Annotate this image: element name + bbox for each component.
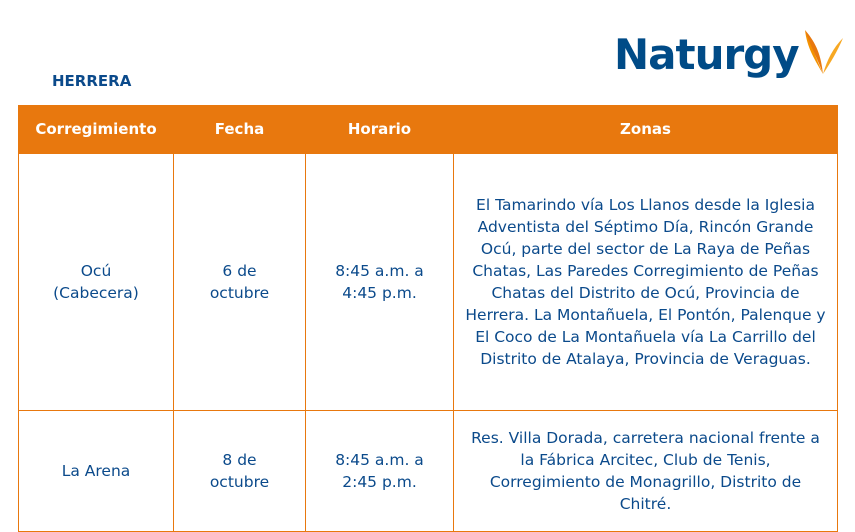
cell-corregimiento: La Arena (19, 411, 174, 532)
schedule-table (18, 105, 838, 532)
cell-zonas: El Tamarindo vía Los Llanos desde la Iglesia Adventista del Séptimo Día, Rincón Grande Ocú, parte del sector de La Raya de Peñas Chatas, Las Paredes Corregimiento de Peñas Chatas del Distrito de Ocú, Provincia de Herrera. La Montañuela, El Pontón, Palenque y El Coco de La Montañuela vía La Carrillo del Distrito de Atalaya, Provincia de Veraguas. (454, 154, 838, 411)
header-horario: Horario (306, 105, 454, 154)
cell-horario: 8:45 a.m. a 2:45 p.m. (306, 411, 454, 532)
table-row (19, 411, 838, 532)
cell-corregimiento: Ocú (Cabecera) (19, 154, 174, 411)
cell-fecha: 6 de octubre (174, 154, 306, 411)
logo-text: Naturgy (614, 30, 799, 79)
cell-zonas: Res. Villa Dorada, carretera nacional frente a la Fábrica Arcitec, Club de Tenis, Corregimiento de Monagrillo, Distrito de Chitré. (454, 411, 838, 532)
table-row (19, 154, 838, 411)
region-title: HERRERA (52, 72, 132, 90)
header-zonas: Zonas (454, 105, 838, 154)
cell-fecha: 8 de octubre (174, 411, 306, 532)
header-fecha: Fecha (174, 105, 306, 154)
naturgy-logo (614, 24, 845, 86)
butterfly-icon (801, 26, 845, 82)
cell-horario: 8:45 a.m. a 4:45 p.m. (306, 154, 454, 411)
table-header-row (19, 105, 838, 154)
header-corregimiento: Corregimiento (19, 105, 174, 154)
